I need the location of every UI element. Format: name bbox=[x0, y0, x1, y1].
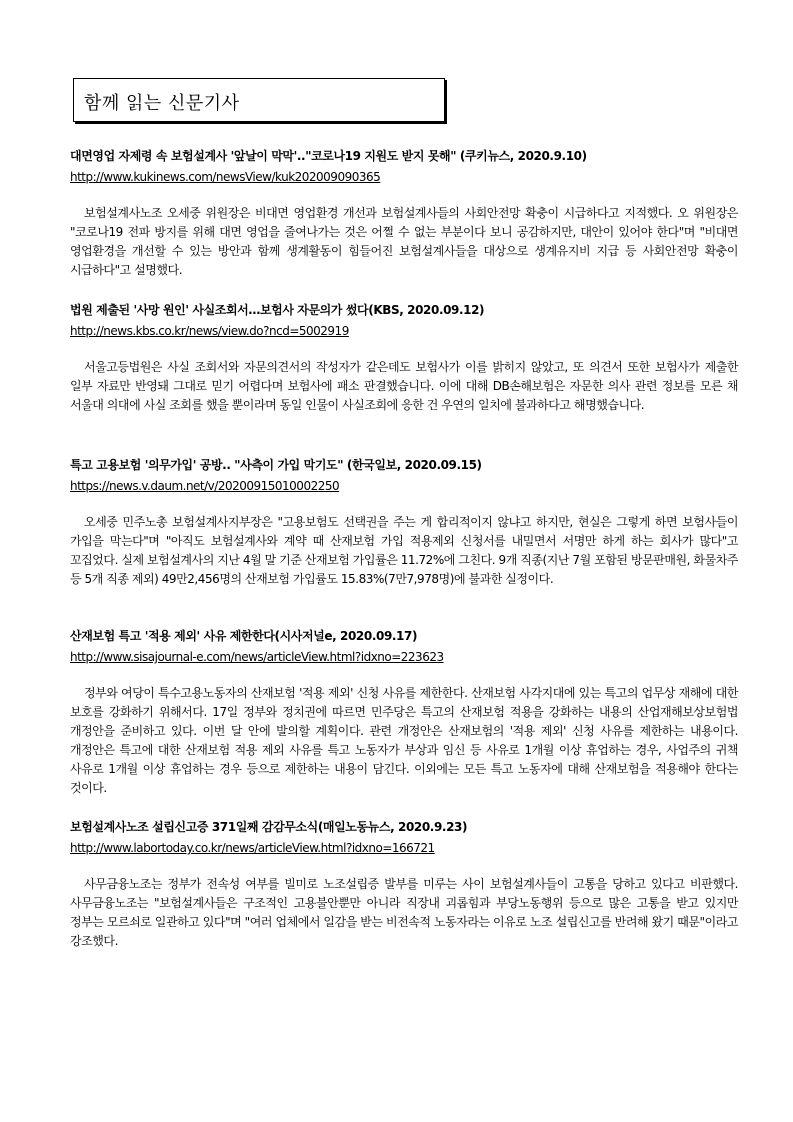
article-link[interactable]: http://www.sisajournal-e.com/news/articleView.html?idxno=223623 bbox=[70, 650, 444, 664]
article-headline: 보험설계사노조 설립신고증 371일째 감감무소식(매일노동뉴스, 2020.9.23) bbox=[70, 820, 468, 834]
article-1 bbox=[70, 147, 738, 280]
article-link[interactable]: http://www.labortoday.co.kr/news/articleView.html?idxno=166721 bbox=[70, 841, 435, 855]
article-headline: 산재보험 특고 '적용 제외' 사유 제한한다(시사저널e, 2020.09.17) bbox=[70, 629, 418, 643]
article-body: 정부와 여당이 특수고용노동자의 산재보험 '적용 제외' 신청 사유를 제한한다. 산재보험 사각지대에 있는 특고의 업무상 재해에 대한 보호를 강화하기 위해서다. 17일 정부와 정치권에 따르면 민주당은 특고의 산재보험 적용을 강화하는 내용의 산업재해보상보험법 개정안을 준비하고 있다. 이번 달 안에 발의할 계획이다. 관련 개정안은 산재보험의 '적용 제외' 신청 사유를 제한하는 내용이다. 개정안은 특고에 대한 산재보험 적용 제외 사유를 특고 노동자가 부상과 임신 등 사유로 1개월 이상 휴업하는 경우, 사업주의 귀책 사유로 1개월 이상 휴업하는 경우 등으로 제한하는 내용이 담긴다. 이외에는 모든 특고 노동자에 대해 산재보험을 적용해야 한다는 것이다. bbox=[70, 686, 738, 795]
article-3 bbox=[70, 456, 738, 589]
section-title-box bbox=[73, 78, 445, 122]
article-5 bbox=[70, 818, 738, 951]
article-headline: 법원 제출된 '사망 원인' 사실조회서…보험사 자문의가 썼다(KBS, 2020.09.12) bbox=[70, 303, 485, 317]
article-4 bbox=[70, 627, 738, 798]
section-title: 함께 읽는 신문기사 bbox=[84, 93, 240, 114]
article-headline: 특고 고용보험 '의무가입' 공방.. "사측이 가입 막기도" (한국일보, 2020.09.15) bbox=[70, 458, 482, 472]
article-body: 보험설계사노조 오세중 위원장은 비대면 영업환경 개선과 보험설계사들의 사회안전망 확충이 시급하다고 지적했다. 오 위원장은 "코로나19 전파 방지를 위해 대면 영업을 줄여나가는 것은 어쩔 수 없는 부분이다 보니 공감하지만, 대안이 있어야 한다"며 "비대면 영업환경을 개선할 수 있는 방안과 함께 생계활동이 힘들어진 보험설계사들을 대상으로 생계유지비 지급 등 사회안전망 확충이 시급하다"고 설명했다. bbox=[70, 206, 738, 277]
article-body: 서울고등법원은 사실 조회서와 자문의견서의 작성자가 같은데도 보험사가 이를 밝히지 않았고, 또 의견서 또한 보험사가 제출한 일부 자료만 반영돼 그대로 믿기 어렵다며 보험사에 패소 판결했습니다. 이에 대해 DB손해보험은 자문한 의사 관련 정보를 모른 채 서울대 의대에 사실 조회를 했을 뿐이라며 동일 인물이 사실조회에 응한 건 우연의 일치에 불과하다고 해명했습니다. bbox=[70, 360, 738, 412]
article-link[interactable]: http://news.kbs.co.kr/news/view.do?ncd=5002919 bbox=[70, 324, 349, 338]
article-body: 오세중 민주노총 보험설계사지부장은 "고용보험도 선택권을 주는 게 합리적이지 않냐고 하지만, 현실은 그렇게 하면 보험사들이 가입을 막는다"며 "아직도 보험설계사와 계약 때 산재보험 가입 적용제외 신청서를 내밀면서 서명만 하게 하는 회사가 많다"고 꼬집었다. 실제 보험설계사의 지난 4월 말 기준 산재보험 가입률은 11.72%에 그친다. 9개 직종(지난 7월 포함된 방문판매원, 화물차주 등 5개 직종 제외) 49만2,456명의 산재보험 가입률도 15.83%(7만7,978명)에 불과한 실정이다. bbox=[70, 515, 738, 586]
article-body: 사무금융노조는 정부가 전속성 여부를 빌미로 노조설립증 발부를 미루는 사이 보험설계사들이 고통을 당하고 있다고 비판했다. 사무금융노조는 "보험설계사들은 구조적인 고용불안뿐만 아니라 직장내 괴롭힘과 부당노동행위 등으로 많은 고통을 받고 있지만 정부는 모르쇠로 일관하고 있다"며 "여러 업체에서 일감을 받는 비전속적 노동자라는 이유로 노조 설립신고를 반려해 왔기 때문"이라고 강조했다. bbox=[70, 877, 738, 948]
article-2 bbox=[70, 301, 738, 415]
article-link[interactable]: https://news.v.daum.net/v/20200915010002250 bbox=[70, 479, 340, 493]
article-link[interactable]: http://www.kukinews.com/newsView/kuk202009090365 bbox=[70, 170, 381, 184]
article-headline: 대면영업 자제령 속 보험설계사 '앞날이 막막'.."코로나19 지원도 받지 못해" (쿠키뉴스, 2020.9.10) bbox=[70, 149, 587, 163]
